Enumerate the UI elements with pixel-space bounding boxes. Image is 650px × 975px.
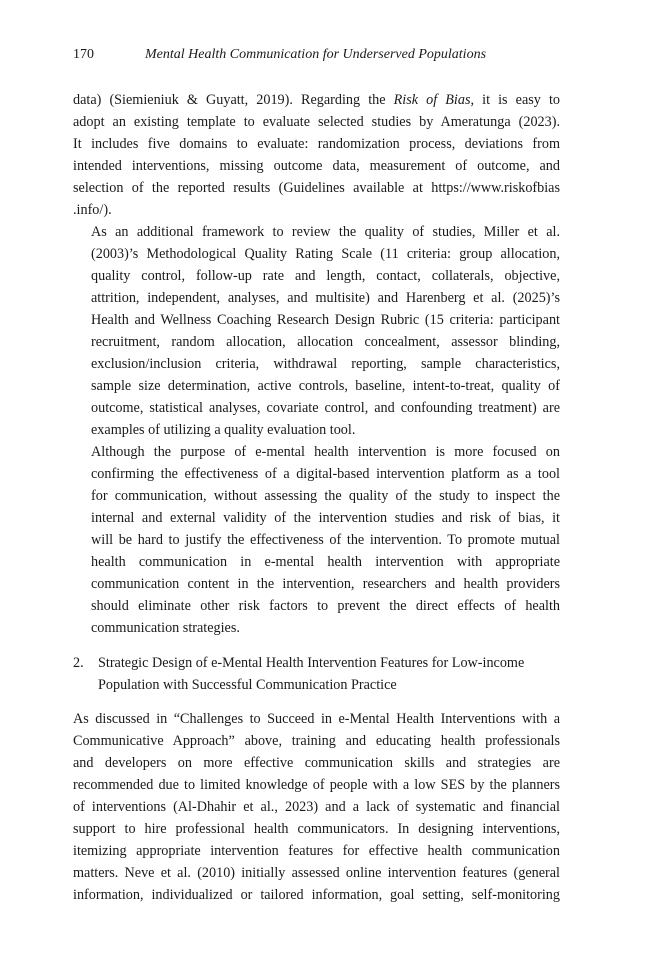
text-line: information, individualized or tailored information, goal setting, self-monitoring xyxy=(73,887,560,903)
text-line: As discussed in “Challenges to Succeed in e-Mental Health Interventions with a xyxy=(73,711,560,727)
page-number: 170 xyxy=(73,47,94,62)
text-line: itemizing appropriate intervention features for effective health communication xyxy=(73,843,560,859)
text-line: recruitment, random allocation, allocation concealment, assessor blinding, xyxy=(91,334,560,350)
text-line: support to hire professional health communicators. In designing interventions, xyxy=(73,821,560,837)
section-heading xyxy=(73,652,560,696)
text-line: matters. Neve et al. (2010) initially assessed online intervention features (general xyxy=(73,865,560,881)
text-line: outcome, statistical analyses, covariate control, and confounding treatment) are xyxy=(91,400,560,416)
text-line: internal and external validity of the intervention studies and risk of bias, it xyxy=(91,510,560,526)
body-text xyxy=(73,89,560,906)
text-line: should eliminate other risk factors to prevent the direct effects of health xyxy=(91,598,560,614)
text-line: exclusion/inclusion criteria, withdrawal reporting, sample characteristics, xyxy=(91,356,560,372)
text-line: health communication in e-mental health intervention with appropriate xyxy=(91,554,560,570)
page-header xyxy=(73,45,573,65)
paragraph-risk-of-bias xyxy=(73,89,560,221)
section-title xyxy=(98,652,560,696)
text-run: data) (Siemieniuk & Guyatt, 2019). Regarding the xyxy=(73,92,394,108)
paragraph-intervention-purpose xyxy=(73,441,560,639)
text-line: confirming the effectiveness of a digital-based intervention platform as a tool xyxy=(91,466,560,482)
text-line: .info/). xyxy=(73,202,112,218)
text-line: adopt an existing template to evaluate selected studies by Ameratunga (2023). xyxy=(73,114,560,130)
text-line: and developers on more effective communication skills and strategies are xyxy=(73,755,560,771)
text-line: attrition, independent, analyses, and multisite) and Harenberg et al. (2025)’s xyxy=(91,290,560,306)
text-line: of interventions (Al-Dhahir et al., 2023) and a lack of systematic and financial xyxy=(73,799,560,815)
paragraph-strategic-design xyxy=(73,708,560,906)
text-line: for communication, without assessing the quality of the study to inspect the xyxy=(91,488,560,504)
running-title: Mental Health Communication for Underserved Populations xyxy=(145,47,487,62)
section-number: 2. xyxy=(73,655,84,671)
paragraph-quality-frameworks xyxy=(73,221,560,441)
text-line: (2003)’s Methodological Quality Rating Scale (11 criteria: group allocation, xyxy=(91,246,560,262)
text-line: Communicative Approach” above, training and educating health professionals xyxy=(73,733,560,749)
text-line: quality control, follow-up rate and length, contact, collaterals, objective, xyxy=(91,268,560,284)
text-line: Although the purpose of e-mental health intervention is more focused on xyxy=(91,444,560,460)
text-line xyxy=(73,89,560,111)
text-line: communication strategies. xyxy=(91,620,240,636)
italic-term: Risk of Bias xyxy=(393,92,471,108)
text-line: intended interventions, missing outcome data, measurement of outcome, and xyxy=(73,158,560,174)
text-line: selection of the reported results (Guidelines available at https://www.riskofbias xyxy=(73,180,560,196)
heading-line: Population with Successful Communication Practice xyxy=(98,677,397,693)
heading-line: Strategic Design of e-Mental Health Intervention Features for Low-income xyxy=(98,655,525,671)
text-line: Health and Wellness Coaching Research Design Rubric (15 criteria: participant xyxy=(91,312,560,328)
text-line: recommended due to limited knowledge of people with a low SES by the planners xyxy=(73,777,560,793)
text-line: As an additional framework to review the quality of studies, Miller et al. xyxy=(91,224,560,240)
text-line: communication content in the intervention, researchers and health providers xyxy=(91,576,560,592)
text-line: It includes five domains to evaluate: randomization process, deviations from xyxy=(73,136,560,152)
text-line: sample size determination, active controls, baseline, intent-to-treat, quality of xyxy=(91,378,560,394)
text-line: will be hard to justify the effectiveness of the intervention. To promote mutual xyxy=(91,532,560,548)
text-run: , it is easy to xyxy=(470,92,561,108)
text-line: examples of utilizing a quality evaluation tool. xyxy=(91,422,356,438)
